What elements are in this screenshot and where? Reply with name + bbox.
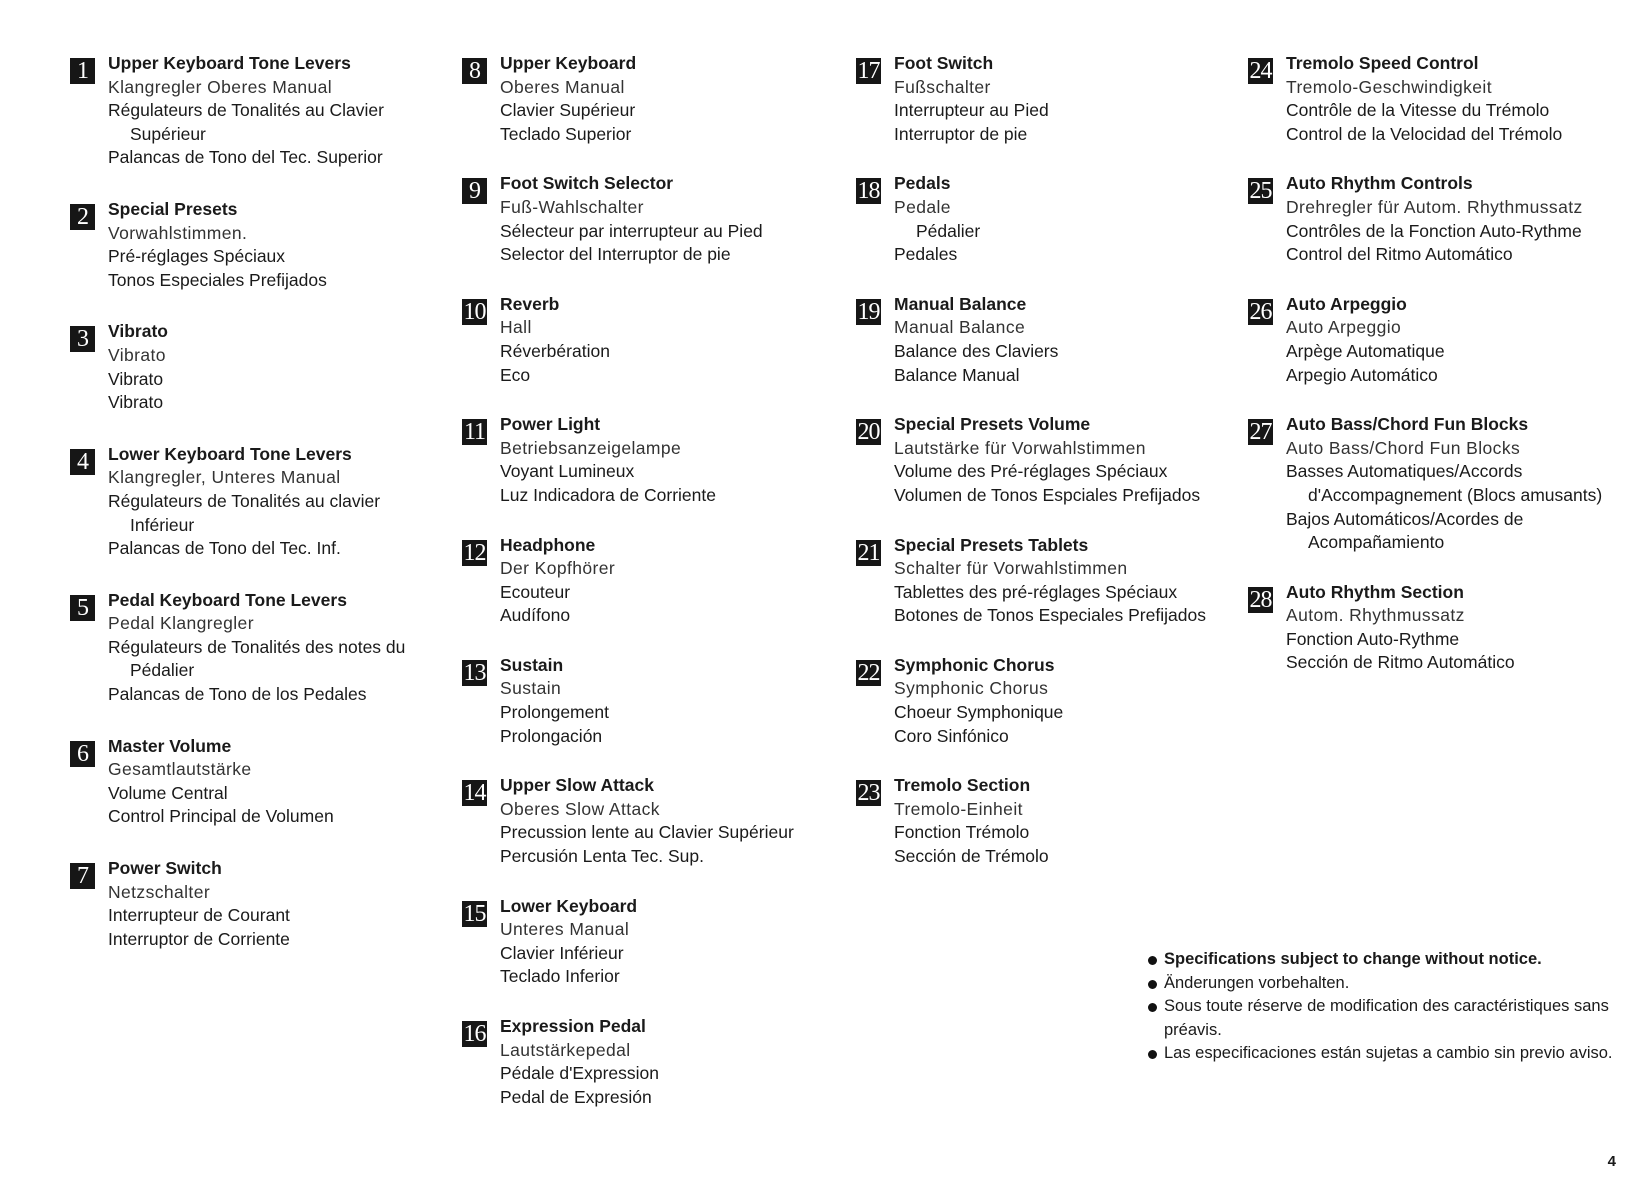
entry-translation: Volumen de Tonos Espciales Prefijados <box>894 484 1201 505</box>
legend-entry <box>856 654 1236 748</box>
entry-translation: Schalter für Vorwahlstimmen <box>894 558 1128 579</box>
entry-translation: Interrupteur de Courant <box>108 905 290 926</box>
entry-title: Pedals <box>894 173 951 194</box>
entry-translation: Tablettes des pré-réglages Spéciaux <box>894 581 1178 602</box>
entry-translation: Lautstärke für Vorwahlstimmen <box>894 437 1146 458</box>
entry-translation: Inférieur <box>130 514 195 535</box>
entry-translation: Balance Manual <box>894 364 1020 385</box>
note-text: Las especificaciones están sujetas a cambio sin previo aviso. <box>1164 1044 1613 1062</box>
entry-translation: Auto Arpeggio <box>1286 317 1402 338</box>
entry-translation: Choeur Symphonique <box>894 702 1064 723</box>
entry-title: Auto Bass/Chord Fun Blocks <box>1286 414 1529 435</box>
entry-translation: Sección de Ritmo Automático <box>1286 652 1515 673</box>
entry-translation: Ecouteur <box>500 581 571 602</box>
entry-translation: d'Accompagnement (Blocs amusants) <box>1308 484 1603 505</box>
entry-translation: Percusión Lenta Tec. Sup. <box>500 846 704 867</box>
item-number-badge: 4 <box>70 449 95 475</box>
entry-title: Tremolo Speed Control <box>1286 53 1479 73</box>
entry-title: Lower Keyboard Tone Levers <box>108 443 352 464</box>
entry-translation: Vibrato <box>108 368 164 389</box>
entry-translation: Volume des Pré-réglages Spéciaux <box>894 461 1168 482</box>
item-number-badge: 22 <box>857 659 880 686</box>
entry-title: Reverb <box>500 293 560 314</box>
entry-translation: Vibrato <box>108 344 166 365</box>
entry-translation: Interruptor de pie <box>894 123 1028 144</box>
bullet-icon <box>1148 1050 1157 1059</box>
legend-entry <box>856 293 1236 387</box>
entry-title: Lower Keyboard <box>500 895 638 916</box>
entry-title: Special Presets Volume <box>894 414 1091 435</box>
item-number-badge: 26 <box>1249 298 1272 325</box>
entry-translation: Control del Ritmo Automático <box>1286 244 1513 265</box>
entry-translation: Régulateurs de Tonalités au Clavier <box>108 100 384 121</box>
legend-entry <box>462 413 842 507</box>
specification-notes <box>1148 948 1618 1066</box>
entry-translation: Prolongement <box>500 702 609 723</box>
entry-translation: Auto Bass/Chord Fun Blocks <box>1286 437 1521 458</box>
item-number-badge: 6 <box>70 741 95 767</box>
bullet-icon <box>1148 956 1157 965</box>
entry-translation: Pédale d'Expression <box>500 1063 659 1084</box>
item-number-badge: 24 <box>1249 58 1272 84</box>
item-number-badge: 12 <box>463 539 486 566</box>
item-number-badge: 19 <box>857 298 880 325</box>
entry-translation: Drehregler für Autom. Rhythmussatz <box>1286 196 1583 217</box>
entry-translation: Arpège Automatique <box>1286 340 1445 361</box>
item-number-badge: 7 <box>70 863 95 889</box>
entry-translation: Sélecteur par interrupteur au Pied <box>500 220 763 241</box>
entry-translation: Régulateurs de Tonalités des notes du <box>108 636 406 657</box>
entry-title: Upper Slow Attack <box>500 775 654 796</box>
legend-entry <box>856 534 1236 628</box>
item-number-badge: 25 <box>1249 178 1272 205</box>
entry-title: Vibrato <box>108 321 168 342</box>
entry-title: Headphone <box>500 534 596 555</box>
entry-translation: Bajos Automáticos/Acordes de <box>1286 508 1524 529</box>
entry-translation: Klangregler, Unteres Manual <box>108 467 341 488</box>
entry-translation: Fuß-Wahlschalter <box>500 196 644 217</box>
entry-title: Power Switch <box>108 858 222 879</box>
entry-translation: Pédalier <box>916 220 981 241</box>
legend-entry <box>462 534 842 628</box>
entry-translation: Eco <box>500 364 531 385</box>
entry-translation: Betriebsanzeigelampe <box>500 437 682 458</box>
legend-entry <box>1248 293 1626 387</box>
legend-entry <box>462 293 842 387</box>
entry-translation: Luz Indicadora de Corriente <box>500 484 716 505</box>
entry-translation: Régulateurs de Tonalités au clavier <box>108 490 381 511</box>
entry-translation: Sección de Trémolo <box>894 846 1049 867</box>
entry-translation: Manual Balance <box>894 317 1026 338</box>
legend-entry <box>856 774 1236 868</box>
entry-translation: Audífono <box>500 605 571 626</box>
entry-title: Master Volume <box>108 735 232 756</box>
legend-entry <box>856 52 1236 146</box>
entry-translation: Palancas de Tono del Tec. Superior <box>108 147 383 168</box>
legend-entry <box>1248 52 1626 146</box>
entry-translation: Vorwahlstimmen. <box>108 222 248 243</box>
legend-entry <box>70 198 450 292</box>
entry-translation: Fonction Trémolo <box>894 822 1030 843</box>
entry-translation: Autom. Rhythmussatz <box>1286 605 1465 626</box>
entry-title: Special Presets Tablets <box>894 534 1089 555</box>
legend-entry <box>70 735 450 829</box>
item-number-badge: 28 <box>1249 586 1272 613</box>
entry-translation: Lautstärkepedal <box>500 1039 631 1060</box>
entry-title: Special Presets <box>108 198 238 219</box>
entry-translation: Unteres Manual <box>500 919 630 940</box>
entry-translation: Control de la Velocidad del Trémolo <box>1286 123 1563 144</box>
entry-translation: Interrupteur au Pied <box>894 100 1049 121</box>
entry-translation: Gesamtlautstärke <box>108 759 252 780</box>
entry-translation: Volume Central <box>108 782 228 803</box>
legend-column <box>462 52 842 1109</box>
item-number-badge: 5 <box>70 595 95 621</box>
entry-title: Upper Keyboard <box>500 53 637 73</box>
bullet-icon <box>1148 1003 1157 1012</box>
legend-entry <box>462 895 842 989</box>
entry-translation: Interruptor de Corriente <box>108 928 290 949</box>
entry-translation: Teclado Inferior <box>500 966 620 987</box>
entry-translation: Contrôle de la Vitesse du Trémolo <box>1286 100 1550 121</box>
entry-title: Auto Arpeggio <box>1286 293 1407 314</box>
entry-translation: Pédalier <box>130 660 195 681</box>
page-number: 4 <box>1607 1153 1616 1170</box>
item-number-badge: 8 <box>462 58 487 84</box>
item-number-badge: 11 <box>463 419 486 446</box>
entry-translation: Klangregler Oberes Manual <box>108 76 333 97</box>
entry-translation: Pedal de Expresión <box>500 1086 652 1107</box>
legend-entry <box>856 413 1236 507</box>
legend-entry <box>462 654 842 748</box>
entry-translation: Tremolo-Einheit <box>894 798 1023 819</box>
entry-translation: Supérieur <box>130 123 206 144</box>
entry-translation: Symphonic Chorus <box>894 678 1049 699</box>
entry-translation: Acompañamiento <box>1308 532 1445 553</box>
legend-entry <box>70 443 450 561</box>
entry-translation: Pedale <box>894 196 951 217</box>
entry-translation: Coro Sinfónico <box>894 725 1009 746</box>
entry-translation: Clavier Inférieur <box>500 942 624 963</box>
entry-translation: Teclado Superior <box>500 123 632 144</box>
item-number-badge: 23 <box>857 780 880 807</box>
legend-entry <box>462 1015 842 1109</box>
legend-entry <box>1248 172 1626 266</box>
item-number-badge: 1 <box>70 58 95 84</box>
entry-translation: Voyant Lumineux <box>500 461 635 482</box>
entry-translation: Tremolo-Geschwindigkeit <box>1286 76 1492 97</box>
item-number-badge: 18 <box>857 178 880 205</box>
item-number-badge: 17 <box>857 58 880 84</box>
item-number-badge: 9 <box>462 178 487 204</box>
note-item <box>1148 995 1618 1042</box>
entry-translation: Basses Automatiques/Accords <box>1286 461 1523 482</box>
item-number-badge: 14 <box>463 780 486 807</box>
entry-translation: Precussion lente au Clavier Supérieur <box>500 822 794 843</box>
entry-translation: Réverbération <box>500 340 610 361</box>
entry-title: Foot Switch <box>894 53 994 73</box>
legend-column <box>70 52 450 951</box>
entry-title: Foot Switch Selector <box>500 173 674 194</box>
entry-translation: Fonction Auto-Rythme <box>1286 628 1460 649</box>
entry-translation: Oberes Slow Attack <box>500 798 660 819</box>
note-text: Specifications subject to change without notice. <box>1164 950 1542 968</box>
entry-translation: Netzschalter <box>108 881 211 902</box>
entry-translation: Oberes Manual <box>500 76 625 97</box>
entry-translation: Hall <box>500 317 532 338</box>
note-text: Änderungen vorbehalten. <box>1164 973 1350 992</box>
entry-translation: Fußschalter <box>894 76 991 97</box>
entry-title: Pedal Keyboard Tone Levers <box>108 589 347 610</box>
entry-title: Expression Pedal <box>500 1016 646 1036</box>
entry-translation: Pré-réglages Spéciaux <box>108 246 286 267</box>
note-item <box>1148 972 1618 996</box>
item-number-badge: 3 <box>70 326 95 352</box>
entry-translation: Palancas de Tono del Tec. Inf. <box>108 538 341 559</box>
bullet-icon <box>1148 980 1157 989</box>
entry-translation: Vibrato <box>108 392 164 413</box>
entry-title: Sustain <box>500 654 564 675</box>
item-number-badge: 16 <box>463 1021 486 1047</box>
entry-translation: Pedal Klangregler <box>108 613 254 634</box>
entry-translation: Control Principal de Volumen <box>108 806 334 827</box>
legend-entry <box>462 172 842 266</box>
entry-translation: Prolongación <box>500 725 603 746</box>
entry-title: Auto Rhythm Section <box>1286 581 1464 602</box>
entry-title: Tremolo Section <box>894 775 1031 796</box>
entry-translation: Selector del Interruptor de pie <box>500 244 731 265</box>
legend-entry <box>70 320 450 414</box>
entry-translation: Sustain <box>500 678 562 699</box>
entry-title: Auto Rhythm Controls <box>1286 173 1473 194</box>
legend-entry <box>462 774 842 868</box>
entry-translation: Palancas de Tono de los Pedales <box>108 684 367 705</box>
entry-title: Symphonic Chorus <box>894 654 1055 675</box>
legend-entry <box>1248 413 1626 555</box>
legend-entry <box>462 52 842 146</box>
entry-translation: Tonos Especiales Prefijados <box>108 269 327 290</box>
entry-title: Power Light <box>500 414 601 435</box>
item-number-badge: 2 <box>70 204 95 230</box>
legend-entry <box>70 589 450 707</box>
item-number-badge: 21 <box>857 539 880 566</box>
entry-title: Manual Balance <box>894 293 1027 314</box>
item-number-badge: 10 <box>463 298 486 325</box>
entry-translation: Arpegio Automático <box>1286 364 1438 385</box>
note-text: Sous toute réserve de modification des caractéristiques sans préavis. <box>1164 997 1609 1039</box>
item-number-badge: 13 <box>463 659 486 686</box>
entry-title: Upper Keyboard Tone Levers <box>108 53 351 73</box>
item-number-badge: 20 <box>857 419 880 446</box>
entry-translation: Pedales <box>894 244 958 265</box>
entry-translation: Balance des Claviers <box>894 340 1059 361</box>
legend-entry <box>70 52 450 170</box>
legend-entry <box>70 857 450 951</box>
note-item <box>1148 948 1618 972</box>
entry-translation: Clavier Supérieur <box>500 100 636 121</box>
item-number-badge: 15 <box>463 900 486 927</box>
note-item <box>1148 1042 1618 1066</box>
legend-column <box>1248 52 1626 675</box>
entry-translation: Der Kopfhörer <box>500 558 616 579</box>
legend-column <box>856 52 1236 869</box>
entry-translation: Botones de Tonos Especiales Prefijados <box>894 605 1206 626</box>
entry-translation: Contrôles de la Fonction Auto-Rythme <box>1286 220 1582 241</box>
legend-entry <box>1248 581 1626 675</box>
legend-entry <box>856 172 1236 266</box>
item-number-badge: 27 <box>1249 419 1272 446</box>
